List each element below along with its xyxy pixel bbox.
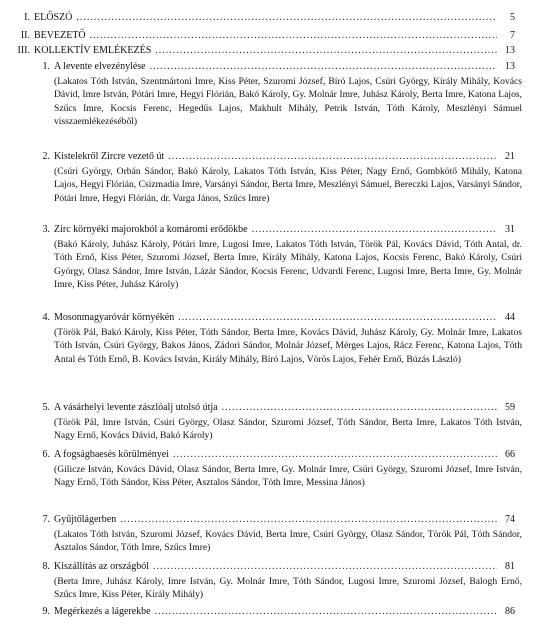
toc-section (36, 224, 515, 236)
contributor-names: (Bakó Károly, Juhász Károly, Pótári Imre, Lugosi Imre, Lakatos Tóth István, Török Pál, Kovács Dávid, Tóth Antal, dr. Tóth Ernő, Kiss Péter, Szuromi József, Berta Imre, Király Mihály, Katona Lajos, Kocsis Ferenc, Bakó Károly, Csúri György, Olasz Sándor, Imre István, Lázár Sándor, Kocsis Ferenc, Udvardi Ferenc, Lugosi Imre, Berta Imre, Gy. Molnár Imre, Kiss Péter, Juhász Károly) (54, 239, 522, 291)
section-title: Kiszállítás az országból (54, 561, 149, 572)
section-number: 2. (42, 151, 50, 162)
dot-leader (252, 224, 497, 236)
toc-chapter (10, 45, 515, 57)
section-number: 3. (42, 224, 50, 235)
section-title: Kistelekről Zircre vezető út (54, 151, 165, 162)
section-number: 6. (42, 449, 50, 460)
section-number: 1. (42, 61, 50, 72)
chapter-title: KOLLEKTÍV EMLÉKEZÉS (34, 45, 152, 56)
section-title: Megérkezés a lágerekbe (54, 606, 151, 617)
toc-section (36, 449, 515, 461)
toc-section (36, 61, 515, 73)
chapter-number: III. (17, 45, 30, 56)
page-number: 5 (510, 12, 515, 23)
dot-leader (173, 449, 497, 461)
contributor-names: (Berta Imre, Juhász Károly, Imre István, Gy. Molnár Imre, Tóth Sándor, Lugosi Imre, Szuromi József, Balogh Ernő, Szűcs Imre, Kiss Péter, Király Mihály) (54, 576, 522, 601)
toc-section (36, 514, 515, 526)
page-number: 7 (510, 30, 515, 41)
section-title: Mosonmagyaróvár környékén (54, 312, 175, 323)
section-number: 7. (42, 514, 50, 525)
dot-leader (150, 61, 497, 73)
page-number: 66 (505, 449, 515, 460)
page-number: 74 (505, 514, 515, 525)
page-number: 44 (505, 312, 515, 323)
toc-section (36, 402, 515, 414)
chapter-number: I. (24, 12, 30, 23)
section-number: 8. (42, 561, 50, 572)
page-number: 13 (505, 45, 515, 56)
section-title: A vásárhelyi levente zászlóalj utolsó útja (54, 402, 218, 413)
page-number: 81 (505, 561, 515, 572)
page-number: 31 (505, 224, 515, 235)
dot-leader (90, 30, 497, 42)
section-title: Gyűjtőlágerben (54, 514, 117, 525)
page-number: 86 (505, 606, 515, 617)
section-title: A levente elvezénylése (54, 61, 146, 72)
contributor-names: (Török Pál, Imre István, Csúri György, Olasz Sándor, Szuromi József, Tóth Sándor, Berta Imre, Lakatos Tóth István, Nagy Ernő, Kovács Dávid, Bakó Károly) (54, 417, 522, 442)
dot-leader (76, 12, 497, 24)
dot-leader (168, 151, 497, 163)
toc-chapter (10, 30, 515, 42)
dot-leader (153, 561, 497, 573)
page-number: 21 (505, 151, 515, 162)
contributor-names: (Lakatos Tóth István, Szuromi József, Kovács Dávid, Berta Imre, Csúri György, Olasz Sándor, Török Pál, Tóth Sándor, Asztalos Sándor, Tóth Imre, Szűcs Imre) (54, 529, 522, 554)
contributor-names: (Török Pál, Bakó Károly, Kiss Péter, Tóth Sándor, Berta Imre, Kovács Dávid, Juhász Károly, Gy. Molnár Imre, Lakatos Tóth István, Csúri György, Bakos János, Zádori Sándor, Molnár József, Mérges Lajos, Rácz Ferenc, Katona Lajos, Tóth Antal és Tóth Ernő, B. Kovács István, Király Mihály, Bíró Lajos, Vörös Lajos, Fehér Ernő, Búzás László) (54, 327, 522, 365)
section-number: 5. (42, 402, 50, 413)
contributor-names: (Gilicze István, Kovács Dávid, Olasz Sándor, Berta Imre, Gy. Molnár Imre, Csúri György, Szuromi József, Imre István, Nagy Ernő, Tóth Sándor, Kiss Péter, Asztalos Sándor, Tóth Imre, Messina János) (54, 464, 522, 489)
chapter-title: BEVEZETŐ (34, 30, 86, 41)
dot-leader (155, 606, 497, 618)
chapter-title: ELŐSZÓ (34, 12, 73, 23)
dot-leader (120, 514, 497, 526)
toc-section (36, 151, 515, 163)
dot-leader (155, 45, 497, 57)
chapter-number: II. (20, 30, 30, 41)
page-number: 59 (505, 402, 515, 413)
toc-chapter (10, 12, 515, 24)
dot-leader (222, 402, 497, 414)
section-number: 9. (42, 606, 50, 617)
contributor-names: (Lakatos Tóth István, Szentmártoni Imre, Kiss Péter, Szuromi József, Bíró Lajos, Csúri György, Király Mihály, Kovács Dávid, Imre István, Pótári Imre, Hegyi Flórián, Bakó Károly, Gy. Molnár Imre, Juhász Károly, Berta Imre, Katona Lajos, Szűcs Imre, Kocsis Ferenc, Hegedűs Lajos, Makhult Mihály, Petrik István, Tóth Károly, Meszlényi Sámuel visszaemlékezéséből) (54, 76, 522, 128)
section-title: A fogságbaesés körülményei (54, 449, 169, 460)
section-title: Zirc környéki majorokból a komáromi erődökbe (54, 224, 248, 235)
section-number: 4. (42, 312, 50, 323)
toc-section (36, 606, 515, 618)
toc-section (36, 561, 515, 573)
contributor-names: (Csúri György, Orbán Sándor, Bakó Károly, Lakatos Tóth István, Kiss Péter, Nagy Ernő, Gombkötő Mihály, Katona Lajos, Hegyi Flórián, Csizmadia Imre, Varsányi Sándor, Berta Imre, Meszlényi Sámuel, Bereczki Lajos, Varsányi Sándor, Pótári Imre, Hegyi Flórián, dr. Varga János, Szűcs Imre) (54, 166, 522, 204)
page-number: 13 (505, 61, 515, 72)
dot-leader (178, 312, 497, 324)
toc-section (36, 312, 515, 324)
